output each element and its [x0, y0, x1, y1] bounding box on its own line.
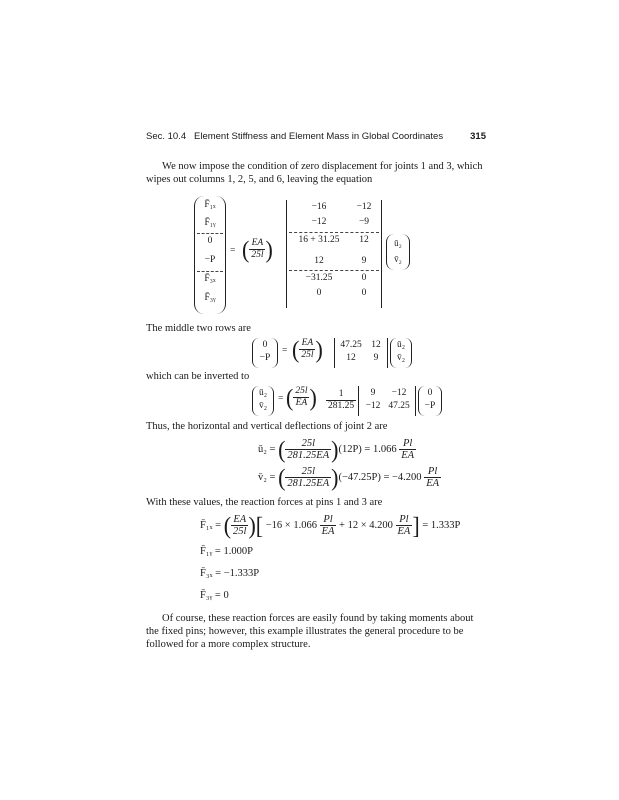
- force-vector: [194, 196, 226, 314]
- scalar-factor: ( $\frac{25l}{EA}$ ): [286, 383, 317, 411]
- force-entry: F̄₃ₓ: [204, 274, 216, 284]
- load-vector: [252, 338, 278, 368]
- partition-line: [289, 232, 379, 233]
- force-entry: F̄₁ᵧ: [204, 218, 216, 228]
- force-entry: 0: [207, 236, 213, 246]
- f3y-equation: F̄₃ᵧ = 0: [200, 590, 229, 601]
- matrix-cell: −16: [311, 202, 327, 212]
- matrix-cell: 47.25: [388, 401, 410, 411]
- load-vector: [418, 386, 442, 416]
- matrix-cell: 12: [371, 340, 381, 350]
- determinant-factor: $\frac{1}{281.25}$: [328, 389, 355, 411]
- f1x-equation: F̄₁ₓ = ( $\frac{EA}{25l}$ )[ −16 × 1.066 $\frac{Pl}{EA}$ + 12 × 4.200 $\frac{Pl}{EA}$ ] = 1.333P: [200, 511, 461, 539]
- displacement-vector: [386, 234, 410, 270]
- displacement-vector: [252, 386, 274, 416]
- closing-paragraph: Of course, these reaction forces are easily found by taking moments about the fixed pins; however, this example illustrates the general procedure to be followed for a more complex structure.: [146, 613, 474, 650]
- equals-sign: =: [230, 246, 236, 256]
- matrix-cell: 12: [359, 235, 369, 245]
- u2-mult: (12P) = 1.066: [338, 443, 397, 455]
- f3x-equation: F̄₃ₓ = −1.333P: [200, 568, 260, 579]
- force-entry: F̄₁ₓ: [204, 200, 216, 210]
- f1x-lhs: F̄₁ₓ =: [200, 519, 222, 531]
- matrix-cell: 0: [361, 288, 367, 298]
- inverted-text: which can be inverted to: [146, 371, 250, 382]
- displacement-entry: v̄₂: [258, 401, 268, 411]
- inverse-matrix: [358, 386, 416, 416]
- displacement-entry: ū₂: [258, 388, 268, 398]
- displacement-entry: v̄₂: [396, 353, 406, 363]
- matrix-cell: 0: [316, 288, 322, 298]
- matrix-cell: −9: [358, 217, 370, 227]
- matrix-cell: −31.25: [305, 273, 333, 283]
- equals-sign: =: [278, 394, 284, 404]
- matrix-cell: 9: [361, 256, 367, 266]
- matrix-cell: 47.25: [340, 340, 362, 350]
- reduced-equation: [252, 335, 412, 370]
- v2-lhs: v̄₂ =: [258, 471, 276, 483]
- inverse-equation: [252, 384, 442, 418]
- section-label: Sec. 10.4: [146, 131, 187, 142]
- force-entry: −P: [204, 255, 216, 265]
- matrix-cell: −12: [356, 202, 372, 212]
- scalar-factor: ( $\frac{EA}{25l}$ ): [292, 335, 323, 363]
- f1x-result: = 1.333P: [422, 519, 461, 531]
- u2-equation: ū₂ = ( $\frac{25l}{281.25EA}$ )(12P) = 1.066 $\frac{Pl}{EA}$: [258, 435, 415, 463]
- displacement-entry: ū₂: [394, 238, 402, 248]
- matrix-cell: −12: [365, 401, 381, 411]
- matrix-cell: 9: [370, 388, 376, 398]
- load-entry: 0: [427, 388, 433, 398]
- equals-sign: =: [282, 346, 288, 356]
- partition-line: [197, 233, 223, 234]
- displacement-vector: [390, 338, 412, 368]
- f1x-term1: −16 × 1.066: [265, 519, 317, 531]
- u2-lhs: ū₂ =: [258, 443, 276, 455]
- partition-line: [289, 270, 379, 271]
- load-entry: −P: [424, 401, 436, 411]
- matrix-cell: 12: [314, 256, 324, 266]
- matrix-cell: 0: [361, 273, 367, 283]
- load-entry: −P: [259, 353, 271, 363]
- matrix-cell: −12: [311, 217, 327, 227]
- f1y-equation: F̄₁ᵧ = 1.000P: [200, 546, 253, 557]
- stiffness-equation: [194, 196, 434, 316]
- stiffness-matrix: [286, 200, 382, 308]
- matrix-cell: 12: [346, 353, 356, 363]
- matrix-cell: 16 + 31.25: [298, 235, 340, 245]
- page-number: 315: [470, 131, 486, 142]
- displacement-entry: ū₂: [396, 340, 406, 350]
- reactions-text: With these values, the reaction forces at pins 1 and 3 are: [146, 497, 383, 508]
- matrix-cell: 9: [373, 353, 379, 363]
- reduced-matrix: [334, 338, 388, 368]
- partition-line: [197, 271, 223, 272]
- middle-rows-text: The middle two rows are: [146, 323, 251, 334]
- force-entry: F̄₃ᵧ: [204, 293, 216, 303]
- deflections-text: Thus, the horizontal and vertical deflections of joint 2 are: [146, 421, 388, 432]
- section-title: Element Stiffness and Element Mass in Global Coordinates: [194, 131, 444, 142]
- displacement-entry: v̄₂: [394, 254, 402, 264]
- v2-mult: (−47.25P) = −4.200: [338, 471, 422, 483]
- f1x-term2: + 12 × 4.200: [339, 519, 393, 531]
- scalar-factor: ( $\frac{EA}{25l}$ ): [242, 235, 273, 263]
- intro-paragraph: We now impose the condition of zero displacement for joints 1 and 3, which wipes out columns 1, 2, 5, and 6, leaving the equation: [146, 161, 483, 185]
- page-header: [146, 131, 486, 147]
- v2-equation: v̄₂ = ( $\frac{25l}{281.25EA}$ )(−47.25P) = −4.200 $\frac{Pl}{EA}$: [258, 463, 440, 491]
- load-entry: 0: [262, 340, 268, 350]
- matrix-cell: −12: [391, 388, 407, 398]
